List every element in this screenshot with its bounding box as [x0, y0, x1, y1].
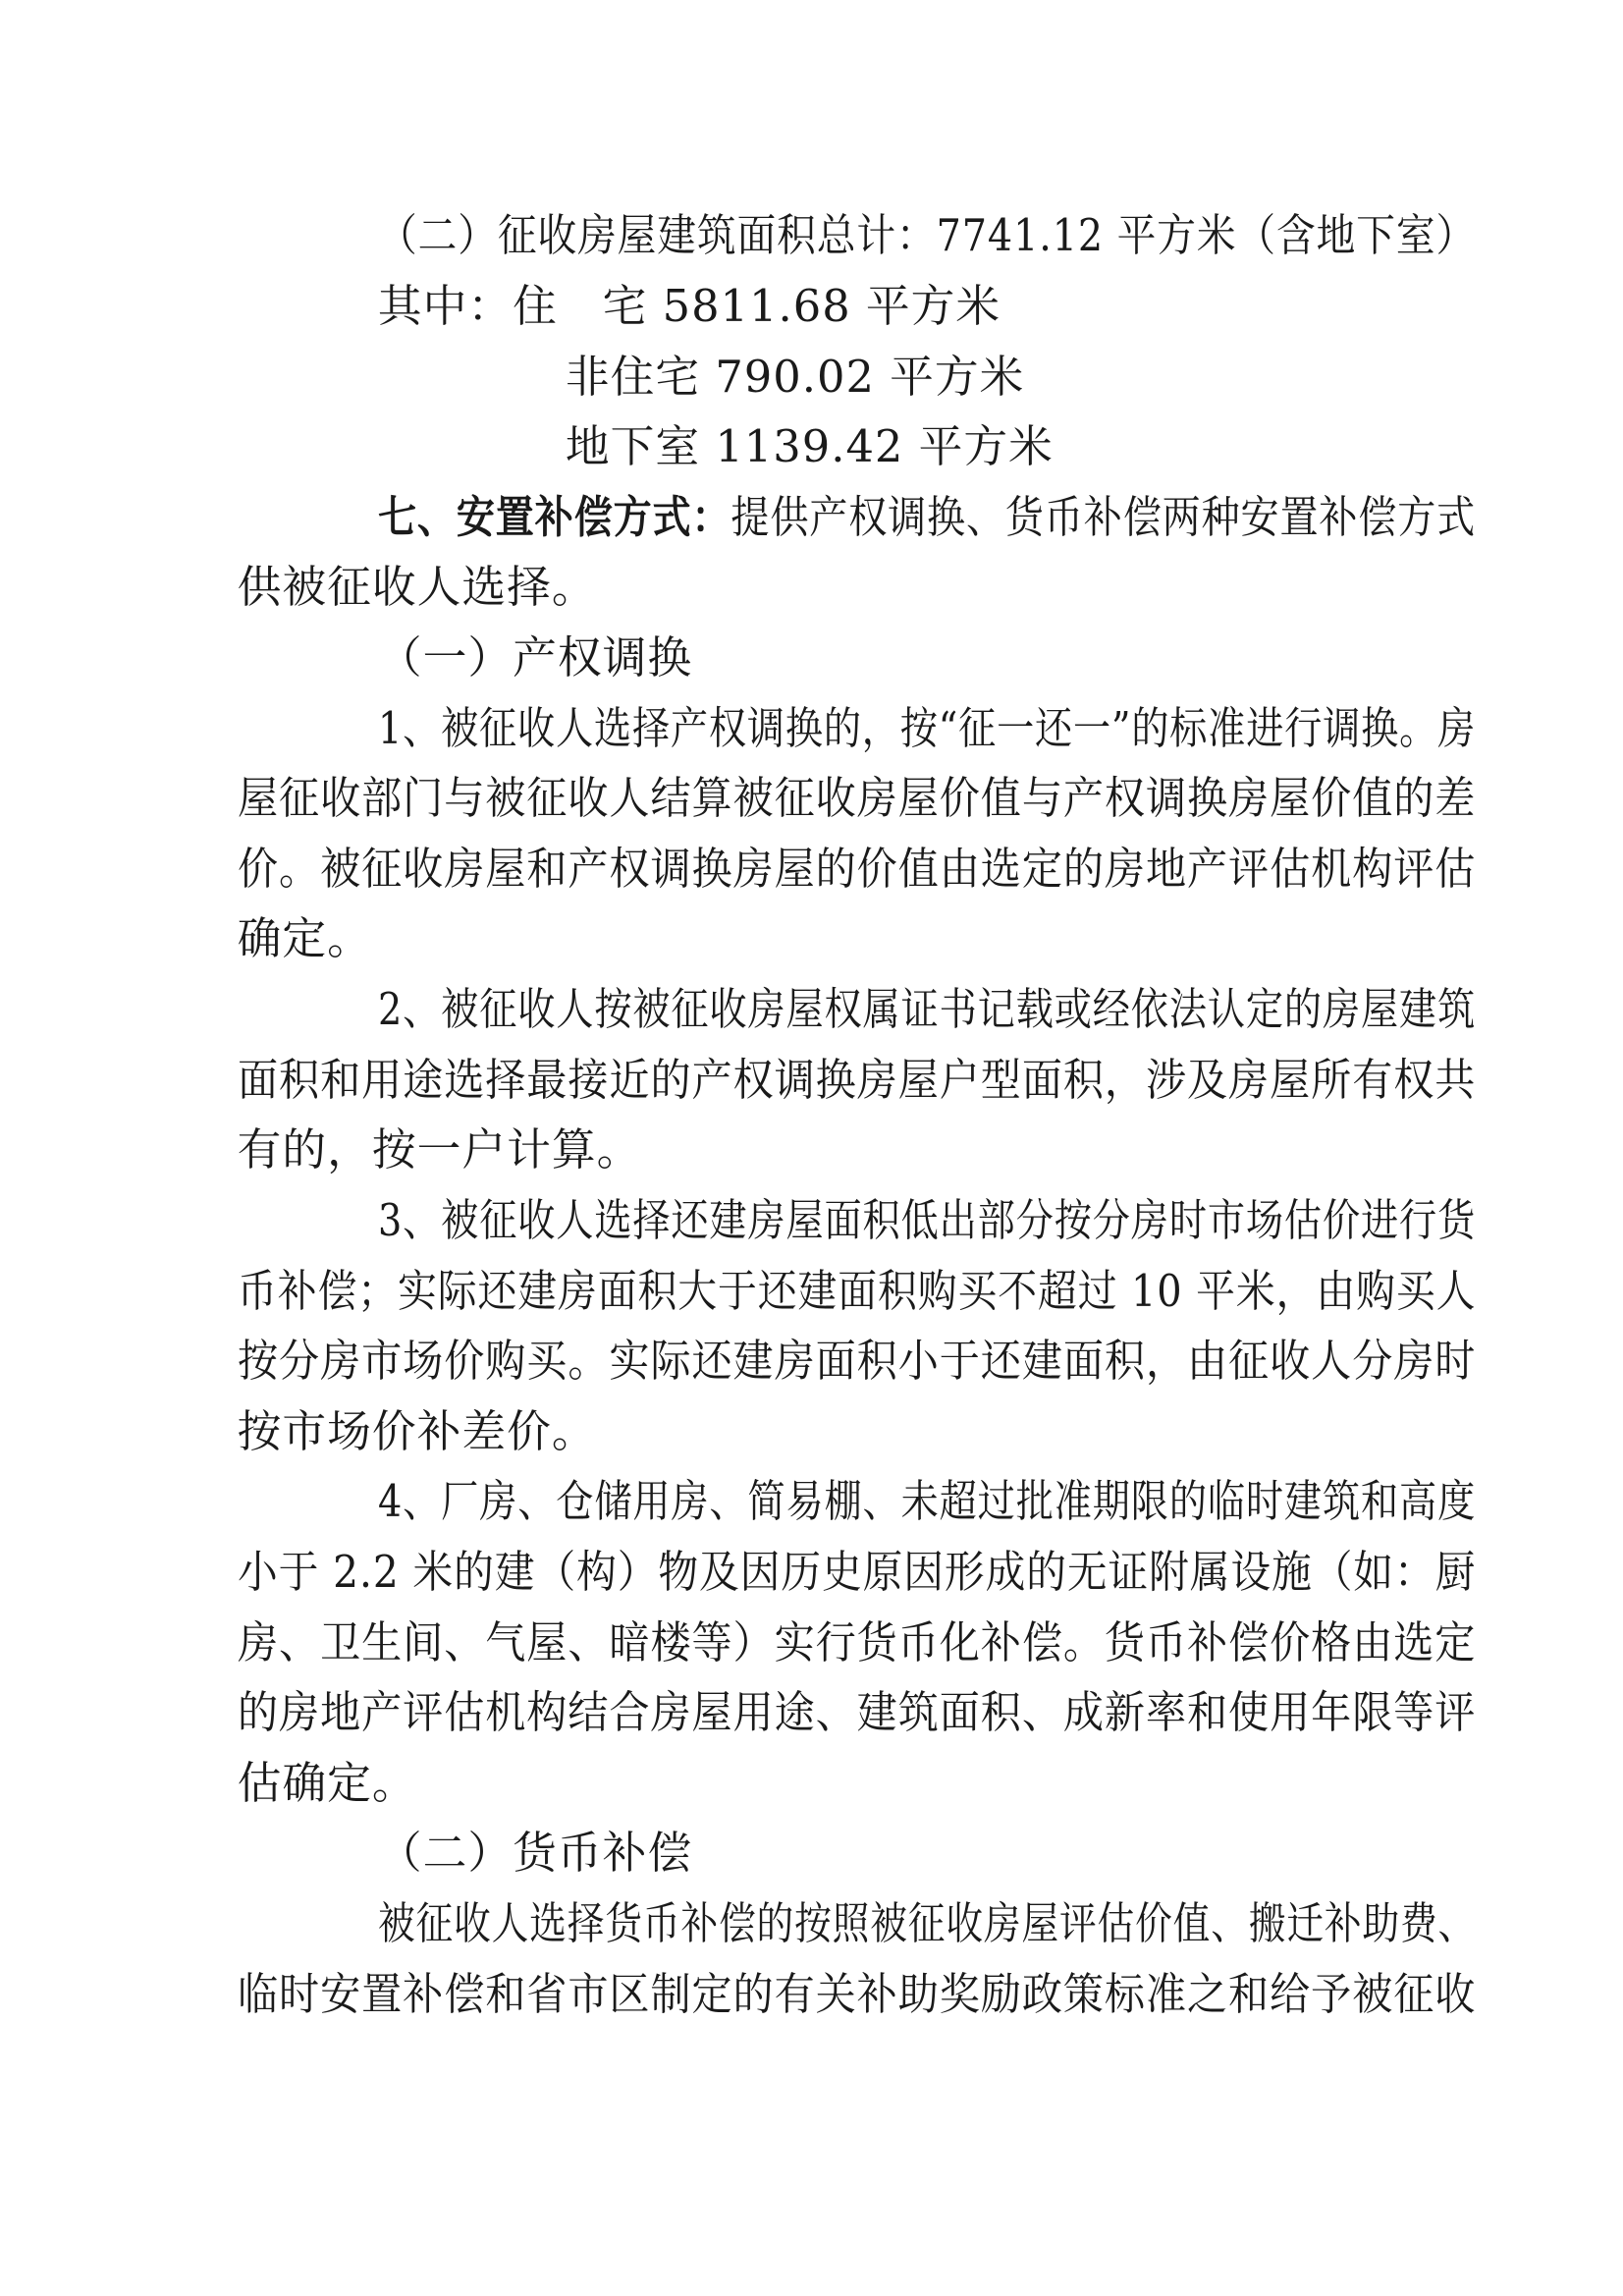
item-3-line-2: 币补偿；实际还建房面积大于还建面积购买不超过 10 平米，由购买人 — [237, 1264, 1476, 1317]
item-4-line-5: 估确定。 — [237, 1756, 417, 1809]
item-2-line-3: 有的，按一户计算。 — [237, 1123, 642, 1176]
monetary-line-2: 临时安置补偿和省市区制定的有关补助奖励政策标准之和给予被征收 — [237, 1967, 1476, 2020]
section-seven-paragraph — [378, 482, 1476, 553]
section-seven-text-cont: 供被征收人选择。 — [237, 561, 597, 614]
area-basement-line: 地下室 1139.42 平方米 — [565, 420, 1054, 473]
item-2-line-1: 2、被征收人按被征收房屋权属证书记载或经依法认定的房屋建筑 — [377, 983, 1476, 1036]
area-total-line: （二）征收房屋建筑面积总计：7741.12 平方米（含地下室） — [377, 209, 1476, 262]
item-3-line-1: 3、被征收人选择还建房屋面积低出部分按分房时市场估价进行货 — [377, 1193, 1476, 1246]
item-1-line-3: 价。被征收房屋和产权调换房屋的价值由选定的房地产评估机构评估 — [237, 842, 1476, 895]
item-1-line-4: 确定。 — [237, 912, 372, 965]
item-4-line-1: 4、厂房、仓储用房、简易棚、未超过批准期限的临时建筑和高度 — [377, 1475, 1476, 1528]
item-4-line-3: 房、卫生间、气屋、暗楼等）实行货币化补偿。货币补偿价格由选定 — [237, 1615, 1476, 1668]
item-2-line-2: 面积和用途选择最接近的产权调换房屋户型面积，涉及房屋所有权共 — [237, 1053, 1476, 1106]
item-1-line-1: 1、被征收人选择产权调换的，按“征一还一”的标准进行调换。房 — [377, 701, 1476, 754]
area-nonresidential-line: 非住宅 790.02 平方米 — [565, 350, 1025, 403]
area-residential-line: 其中：住 宅 5811.68 平方米 — [377, 279, 1001, 332]
subsection-property-exchange-heading: （一）产权调换 — [377, 631, 693, 684]
item-3-line-3: 按分房市场价购买。实际还建房面积小于还建面积，由征收人分房时 — [237, 1335, 1476, 1388]
subsection-monetary-heading: （二）货币补偿 — [377, 1827, 693, 1880]
item-3-line-4: 按市场价补差价。 — [237, 1404, 597, 1457]
section-seven-text: 提供产权调换、货币补偿两种安置补偿方式 — [730, 490, 1476, 543]
item-4-line-4: 的房地产评估机构结合房屋用途、建筑面积、成新率和使用年限等评 — [237, 1686, 1476, 1739]
item-4-line-2: 小于 2.2 米的建（构）物及因历史原因形成的无证附属设施（如：厨 — [237, 1545, 1476, 1598]
monetary-line-1: 被征收人选择货币补偿的按照被征收房屋评估价值、搬迁补助费、 — [377, 1897, 1476, 1950]
section-seven-heading: 七、安置补偿方式： — [377, 490, 731, 543]
item-1-line-2: 屋征收部门与被征收人结算被征收房屋价值与产权调换房屋价值的差 — [237, 772, 1476, 825]
